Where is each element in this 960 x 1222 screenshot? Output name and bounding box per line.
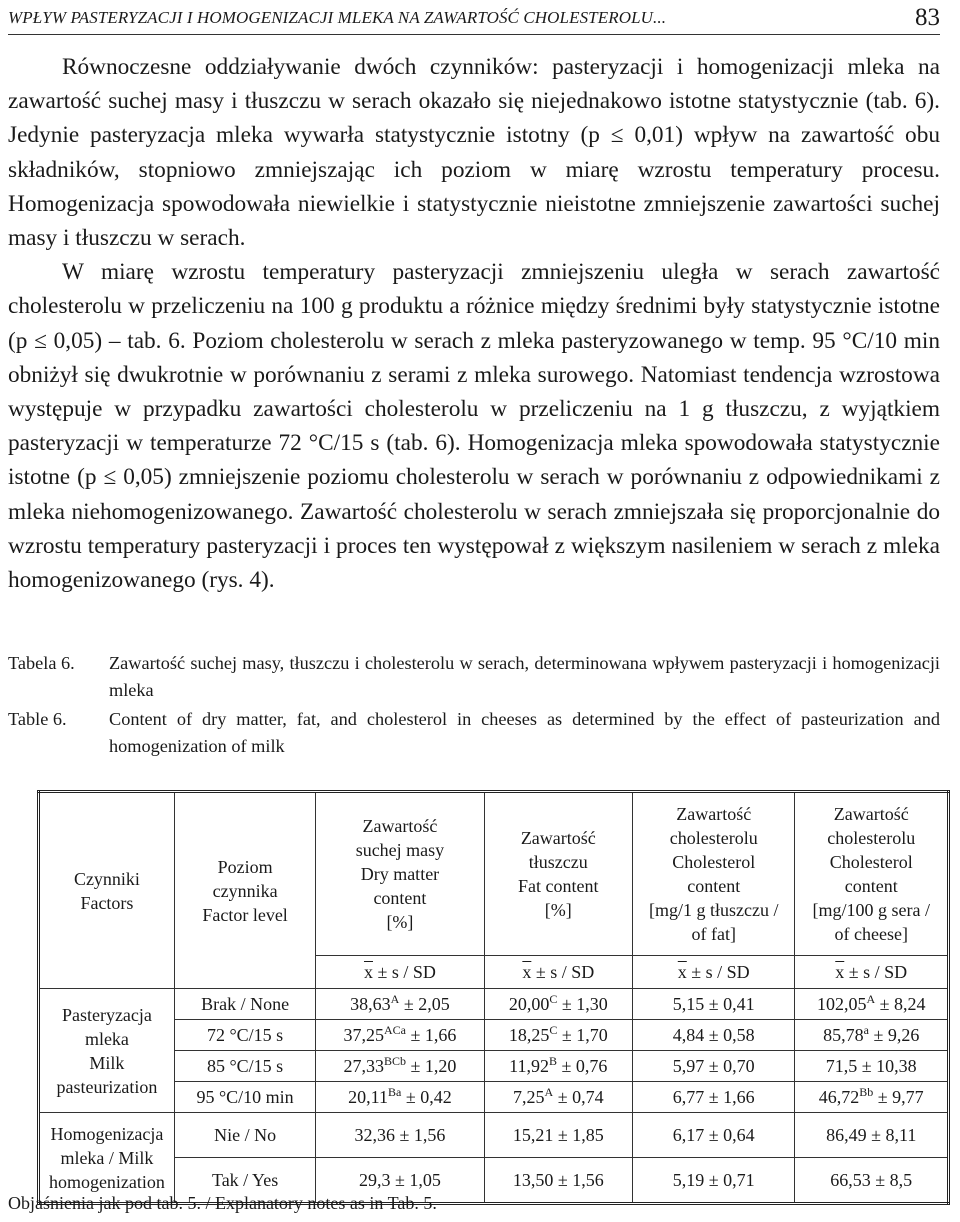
cell-level: 72 °C/15 s [174,1020,315,1051]
body-text [8,50,940,597]
cell-dry: 32,36 ± 1,56 [316,1113,484,1158]
cell-fat: $11,92^B \pm 0,76$ [484,1051,632,1082]
cell-chol-cheese: 85,78$^a$ ± 9,26 [795,1020,949,1051]
header-factors: Czynniki Factors [39,792,175,989]
cell-chol-fat: 5,15 ± 0,41 [633,989,795,1020]
cell-chol-fat: 6,77 ± 1,66 [633,1082,795,1113]
header-cholesterol-cheese: Zawartość cholesterolu Cholesterol content [mg/100 g sera / of cheese] [795,792,949,956]
cell-chol-cheese: $46,72^{Bb} \pm 9,77$ [795,1082,949,1113]
cell-fat: 13,50 ± 1,56 [484,1158,632,1204]
table-notes: Objaśnienia jak pod tab. 5. / Explanatory notes as in Tab. 5. [8,1193,437,1213]
cell-dry: $27,33^{BCb} \pm 1,20$ [316,1051,484,1082]
group-homogenization: Homogenizacja mleka / Milk homogenization [39,1113,175,1204]
cell-chol-fat: 4,84 ± 0,58 [633,1020,795,1051]
cell-dry: $38,63^A \pm 2,05$ [316,989,484,1020]
paragraph: Równoczesne oddziaływanie dwóch czynników: pasteryzacji i homogenizacji mleka na zawartość suchej masy i tłuszczu w serach okazało się niejednakowo istotne statystycznie (tab. 6). Jedynie pasteryzacja mleka wywarła statystycznie istotny (p ≤ 0,01) wpływ na zawartość obu składników, stopniowo zmniejszając ich poziom w miarę wzrostu temperatury procesu. Homogenizacja spowodowała niewielkie i statystycznie nieistotne zmniejszenie zawartości suchej masy i tłuszczu w serach. [8,54,940,252]
page-number: 83 [915,4,940,31]
stat-header: $\overline{x} \pm s$ / SD [484,956,632,989]
cell-fat: $20,00^C \pm 1,30$ [484,989,632,1020]
caption-label: Table 6. [8,709,67,729]
cell-level: Brak / None [174,989,315,1020]
cell-dry: 29,3 ± 1,05 [316,1158,484,1204]
table-row [39,1113,949,1158]
caption-label: Tabela 6. [8,653,75,673]
cell-level: 95 °C/10 min [174,1082,315,1113]
table-row [39,1082,949,1113]
table-header-row [39,792,949,956]
header-dry-matter: Zawartość suchej masy Dry matter content [%] [316,792,484,956]
header-cholesterol-fat: Zawartość cholesterolu Cholesterol content [mg/1 g tłuszczu / of fat] [633,792,795,956]
header-fat: Zawartość tłuszczu Fat content [%] [484,792,632,956]
cell-chol-cheese: 71,5 ± 10,38 [795,1051,949,1082]
cell-fat: 15,21 ± 1,85 [484,1113,632,1158]
cell-chol-fat: 5,97 ± 0,70 [633,1051,795,1082]
stat-header: $\overline{x} \pm s$ / SD [795,956,949,989]
cell-level: Nie / No [174,1113,315,1158]
cell-chol-fat: 6,17 ± 0,64 [633,1113,795,1158]
table-row [39,989,949,1020]
cell-chol-cheese: 86,49 ± 8,11 [795,1113,949,1158]
cell-dry: $20,11^{Ba} \pm 0,42$ [316,1082,484,1113]
table-row [39,1051,949,1082]
cell-chol-cheese: $102,05^A \pm 8,24$ [795,989,949,1020]
paragraph: W miarę wzrostu temperatury pasteryzacji zmniejszeniu uległa w serach zawartość cholesterolu w przeliczeniu na 100 g produktu a różnice między średnimi były statystycznie istotne (p ≤ 0,05) – tab. 6. Poziom cholesterolu w serach z mleka pasteryzowanego w temp. 95 °C/10 min obniżył się dwukrotnie w porównaniu z serami z mleka surowego. Natomiast tendencja wzrostowa występuje w przypadku zawartości cholesterolu w przeliczeniu na 1 g tłuszczu, z wyjątkiem pasteryzacji w temperaturze 72 °C/15 s (tab. 6). Homogenizacja mleka spowodowała statystycznie istotne (p ≤ 0,05) zmniejszenie poziomu cholesterolu w serach w porównaniu z odpowiednikami z mleka niehomogenizowanego. Zawartość cholesterolu w serach zmniejszała się proporcjonalnie do wzrostu temperatury pasteryzacji i proces ten występował z większym nasileniem w serach z mleka homogenizowanego (rys. 4). [8,259,940,594]
caption-text: Zawartość suchej masy, tłuszczu i cholesterolu w serach, determinowana wpływem pasteryzacji i homogenizacji mleka [109,653,940,700]
table-row [39,1020,949,1051]
running-title: WPŁYW PASTERYZACJI I HOMOGENIZACJI MLEKA NA ZAWARTOŚĆ CHOLESTEROLU... [8,8,667,27]
cell-chol-fat: 5,19 ± 0,71 [633,1158,795,1204]
cell-fat: $7,25^A \pm 0,74$ [484,1082,632,1113]
stat-header: $\overline{x} \pm s$ / SD [633,956,795,989]
cell-dry: $37,25^{ACa} \pm 1,66$ [316,1020,484,1051]
stat-header: $\overline{x} \pm s$ / SD [316,956,484,989]
caption-text: Content of dry matter, fat, and cholesterol in cheeses as determined by the effect of pasteurization and homogenization of milk [109,709,940,756]
group-pasteurization: Pasteryzacja mleka Milk pasteurization [39,989,175,1113]
data-table [37,790,950,1205]
cell-level: Tak / Yes [174,1158,315,1204]
running-header [8,4,940,35]
header-factor-level: Poziom czynnika Factor level [174,792,315,989]
cell-level: 85 °C/15 s [174,1051,315,1082]
cell-chol-cheese: 66,53 ± 8,5 [795,1158,949,1204]
cell-fat: $18,25^C \pm 1,70$ [484,1020,632,1051]
